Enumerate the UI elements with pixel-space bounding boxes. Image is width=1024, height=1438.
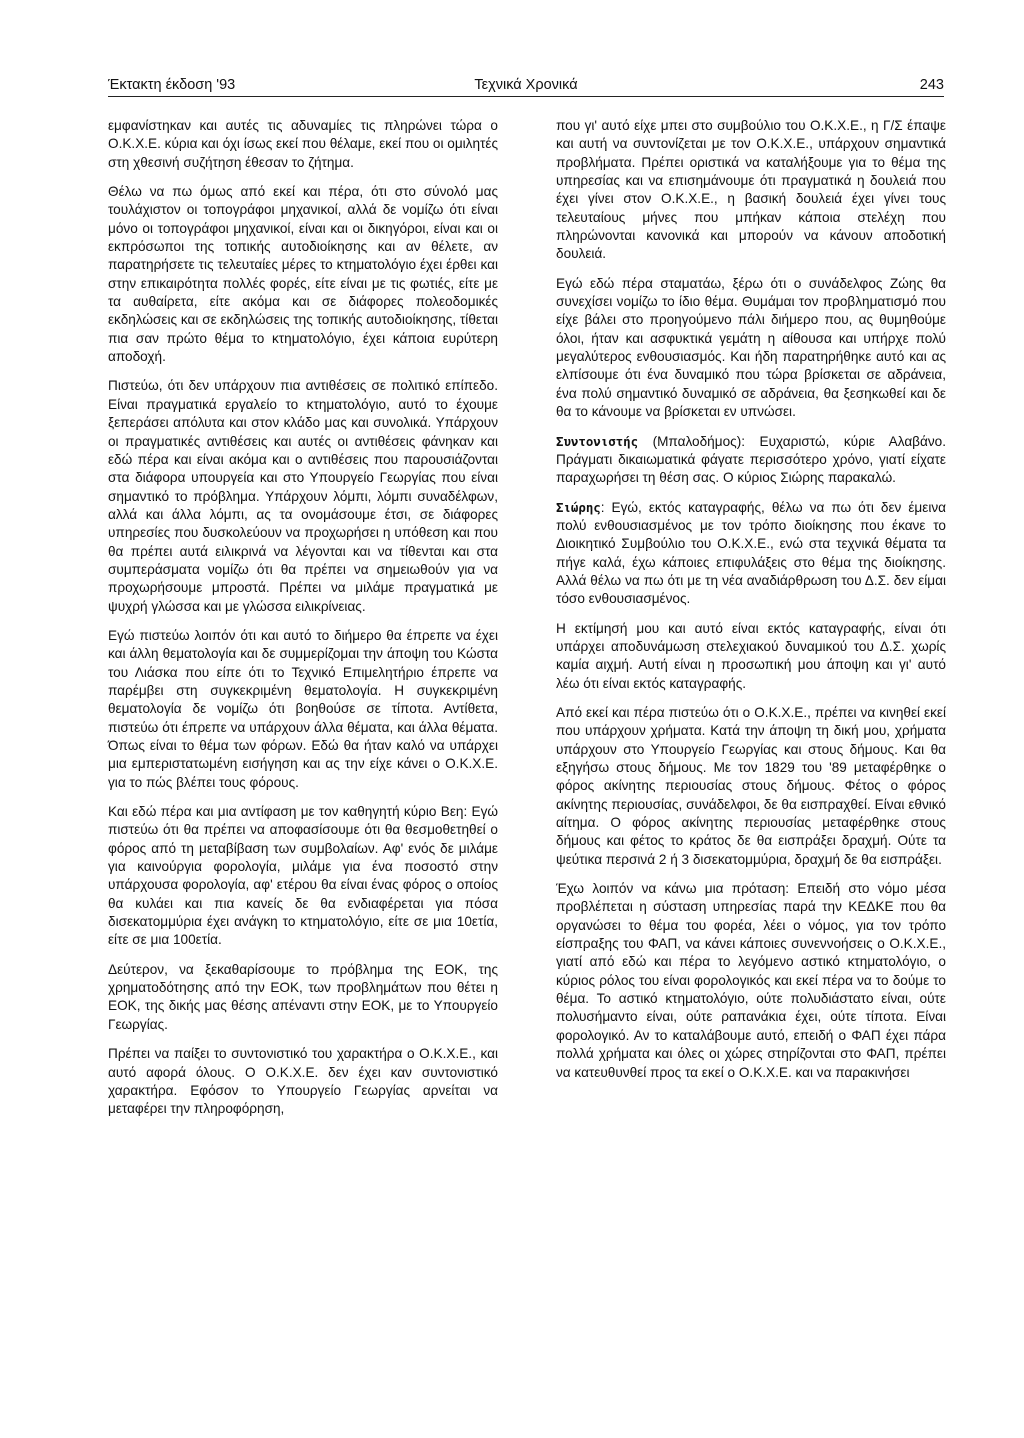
paragraph: Εγώ πιστεύω λοιπόν ότι και αυτό το διήμερο θα έπρεπε να έχει και άλλη θεματολογία και δε συμμερίζομαι την άποψη του Κώστα του Λιάσκα που είπε ότι το Τεχνικό Επιμελητήριο έπρεπε να παρέμβει στη συγκεκριμένη θεματολογία. Η συγκεκριμένη θεματολογία δε νομίζω ότι βοηθούσε σε τίποτα. Αντίθετα, πιστεύω ότι έπρεπε να υπάρχουν άλλα θέματα, και άλλα θέματα. Όπως είναι το θέμα των φόρων. Εδώ θα ήταν καλό να υπάρχει μια εμπεριστατωμένη εισήγηση και ας την είχε κάνει ο Ο.Κ.Χ.Ε. για το πώς βλέπει τους φόρους. <box>108 627 498 790</box>
paragraph: Δεύτερον, να ξεκαθαρίσουμε το πρόβλημα της ΕΟΚ, της χρηματοδότησης από την ΕΟΚ, των προβλημάτων που θέτει η ΕΟΚ, της δικής μας θέσης απέναντι στην ΕΟΚ, με το Υπουργείο Γεωργίας. <box>108 961 498 1032</box>
speaker-text: (Μπαλοδήμος): Ευχαριστώ, κύριε Αλαβάνο. Πράγματι δικαιωματικά φάγατε περισσότερο χρόνο, γιατί είχατε παραχωρήσει τη θέση σας. Ο κύριος Σιώρης παρακαλώ. <box>556 433 946 486</box>
edition-label: Έκτακτη έκδοση '93 <box>108 77 236 93</box>
speaker-paragraph <box>556 433 946 488</box>
paragraph: Και εδώ πέρα και μια αντίφαση με τον καθηγητή κύριο Βεη: Εγώ πιστεύω ότι θα πρέπει να αποφασίσουμε ότι θα θεσμοθετηθεί ο φόρος από τη μεταβίβαση των συμβολαίων. Αφ' ενός δε μιλάμε για καινούργια φορολογία, μιλάμε για ένα ποσοστό στην υπάρχουσα φορολογία, αφ' ετέρου θα είναι ένας φόρος ο οποίος θα κυλάει και πια κανείς δε θα ενδιαφέρεται για πόσα δισεκατομμύρια έχει ανάγκη το κτηματολόγιο, είτε σε μια 10ετία, είτε σε μια 100ετία. <box>108 804 498 948</box>
paragraph: Εγώ εδώ πέρα σταματάω, ξέρω ότι ο συνάδελφος Ζώης θα συνεχίσει νομίζω το ίδιο θέμα. Θυμάμαι τον προβληματισμό που είχε βάλει στο προηγούμενο πάλι διήμερο που, ας θυμηθούμε όλοι, ήταν και ασφυκτικά γεμάτη η αίθουσα και υπήρχε πολύ μεγαλύτερος ενθουσιασμός. Και ήδη παρατηρήθηκε αυτό και ας ελπίσουμε ότι ένα δυναμικό που τώρα βρίσκεται σε αδράνεια, ένα πολύ σημαντικό δυναμικό σε αδράνεια, θα ξεσηκωθεί και δε θα το κάνουμε να βρίσκεται εν υπνώσει. <box>556 275 946 420</box>
paragraph: εμφανίστηκαν και αυτές τις αδυναμίες τις πληρώνει τώρα ο Ο.Κ.Χ.Ε. κύρια και όχι ίσως εκεί που θέλαμε, εκεί που οι ομιλητές στη χθεσινή συζήτηση έθεσαν το ζήτημα. <box>108 118 499 170</box>
speaker-name: Σιώρης <box>556 499 601 515</box>
paragraph: Η εκτίμησή μου και αυτό είναι εκτός καταγραφής, είναι ότι υπάρχει αποδυνάμωση στελεχιακού δυναμικού του Δ.Σ. χωρίς καμία αιχμή. Αυτή είναι η προσωπική μου άποψη και γι' αυτό λέω ότι είναι εκτός καταγραφής. <box>556 620 946 691</box>
left-column <box>108 117 498 1130</box>
paragraph: Πρέπει να παίξει το συντονιστικό του χαρακτήρα ο Ο.Κ.Χ.Ε., και αυτό αφορά όλους. Ο Ο.Κ.Χ.Ε. δεν έχει καν συντονιστικό χαρακτήρα. Εφόσον το Υπουργείο Γεωργίας αρνείται να μεταφέρει την πληροφόρηση, <box>108 1046 498 1117</box>
right-column <box>556 117 946 1093</box>
paragraph: που γι' αυτό είχε μπει στο συμβούλιο του Ο.Κ.Χ.Ε., η Γ/Σ έπαψε και αυτή να συντονίζεται με τον Ο.Κ.Χ.Ε., υπάρχουν σημαντικά προβλήματα. Πρέπει οριστικά να καταλήξουμε για το θέμα της υπηρεσίας και να επισημάνουμε ότι πραγματικά η δουλειά που έχει γίνει στον Ο.Κ.Χ.Ε., η βασική δουλειά έχει γίνει τους τελευταίους μήνες που μπήκαν κάποια στελέχη που πληρώνονται κανονικά και μπορούν να κάνουν αποδοτική δουλειά. <box>556 118 946 262</box>
paragraph: Έχω λοιπόν να κάνω μια πρόταση: Επειδή στο νόμο μέσα προβλέπεται η σύσταση υπηρεσίας παρά την ΚΕΔΚΕ που θα οργανώσει το θέμα του φορέα, λέει ο νόμος, για τον τρόπο είσπραξης του ΦΑΠ, να κάνει κάποιες συνεννοήσεις ο Ο.Κ.Χ.Ε., γιατί από εδώ και πέρα το λεγόμενο αστικό κτηματολόγιο, ο κύριος ρόλος του είναι φορολογικός και εκεί πέρα να το δούμε το θέμα. Το αστικό κτηματολόγιο, ούτε πολυδιάστατο είναι, ούτε πολυσήμαντο είναι, ούτε ραπανάκια έχει, ούτε τίποτα. Είναι φορολογικό. Αν το καταλάβουμε αυτό, επειδή ο ΦΑΠ έχει πάρα πολλά χρήματα και όλες οι χώρες στηρίζονται στο ΦΑΠ, πρέπει να κατευθυνθεί προς τα εκεί ο Ο.Κ.Χ.Ε. και να παρακινήσει <box>556 881 946 1080</box>
page-number: 243 <box>919 77 944 93</box>
speaker-name: Συντονιστής <box>556 433 639 449</box>
journal-title: Τεχνικά Χρονικά <box>474 77 578 93</box>
paragraph: Πιστεύω, ότι δεν υπάρχουν πια αντιθέσεις σε πολιτικό επίπεδο. Είναι πραγματικά εργαλείο το κτηματολόγιο, αυτό το έχουμε ξεπεράσει απόλυτα και στον κλάδο μας και συνολικά. Υπάρχουν οι πραγματικές αντιθέσεις και αυτές οι αντιθέσεις φάνηκαν και εδώ πέρα και είναι ακόμα και ο αντιθέσεις που παρουσιάζονται στα διάφορα υπουργεία και στο Υπουργείο Γεωργίας που είναι σημαντικό το πρόβλημα. Υπάρχουν λόμπι, λόμπι συναδέλφων, αλλά και άλλα λόμπι, ας τα ονομάσουμε έτσι, σε διάφορες υπηρεσίες που δυσκολεύουν να προχωρήσει η υπόθεση και που θα πρέπει αυτά ειλικρινά να λέγονται και να τίθενται και στα συμπεράσματα νομίζω ότι θα πρέπει να σημειωθούν για να προχωρήσουμε μπροστά. Πρέπει να μιλάμε πραγματικά με ψυχρή γλώσσα και με γλώσσα ειλικρίνειας. <box>108 378 498 614</box>
paragraph: Θέλω να πω όμως από εκεί και πέρα, ότι στο σύνολό μας τουλάχιστον οι τοπογράφοι μηχανικοί, αλλά δε νομίζω ότι είναι μόνο οι τοπογράφοι μηχανικοί, είναι και οι δικηγόροι, είναι και οι εκπρόσωποι της τοπικής αυτοδιοίκησης και αν θέλετε, αν παρατηρήσετε τις τελευταίες μέρες το κτηματολόγιο έχει έρθει και στην επικαιρότητα πολλές φορές, είτε είναι με τις φωτιές, είτε με τα αυθαίρετα, είτε ακόμα και σε διάφορες πολεοδομικές εκδηλώσεις και σε εκδηλώσεις της τοπικής αυτοδιοίκησης, τίθεται πια σαν πρώτο θέμα το κτηματολόγιο, έχει κάποια ευρύτερη αποδοχή. <box>108 184 498 365</box>
speaker-paragraph <box>556 499 946 609</box>
paragraph: Από εκεί και πέρα πιστεύω ότι ο Ο.Κ.Χ.Ε., πρέπει να κινηθεί εκεί που υπάρχουν χρήματα. Κατά την άποψη τη δική μου, χρήματα υπάρχουν στο Υπουργείο Γεωργίας και στους δήμους. Και θα εξηγήσω στους δήμους. Με τον 1829 του '89 μεταφέρθηκε ο φόρος ακίνητης περιουσίας στους δήμους. Φέτος ο φόρος ακίνητης περιουσίας, συνάδελφοι, δε θα εισπραχθεί. Είναι εθνικό αίτημα. Ο φόρος ακίνητης περιουσίας μεταφέρθηκε στους δήμους και φέτος το κράτος δε θα εισπράξει δραχμή. Ούτε τα ψεύτικα περσινά 2 ή 3 δισεκατομμύρια, δραχμή δε θα εισπράξει. <box>556 704 946 867</box>
speaker-text: : Εγώ, εκτός καταγραφής, θέλω να πω ότι δεν έμεινα πολύ ενθουσιασμένος με τον τρόπο διοίκησης που έκανε το Διοικητικό Συμβούλιο του Ο.Κ.Χ.Ε., ενώ στα τεχνικά θέματα τα πήγε καλά, έχω κάποιες επιφυλάξεις στο θέμα της διοίκησης. Αλλά θέλω να πω ότι με τη νέα αναδιάρθρωση του Δ.Σ. δεν είμαι τόσο ενθουσιασμένος. <box>556 499 946 607</box>
running-header <box>108 74 944 97</box>
